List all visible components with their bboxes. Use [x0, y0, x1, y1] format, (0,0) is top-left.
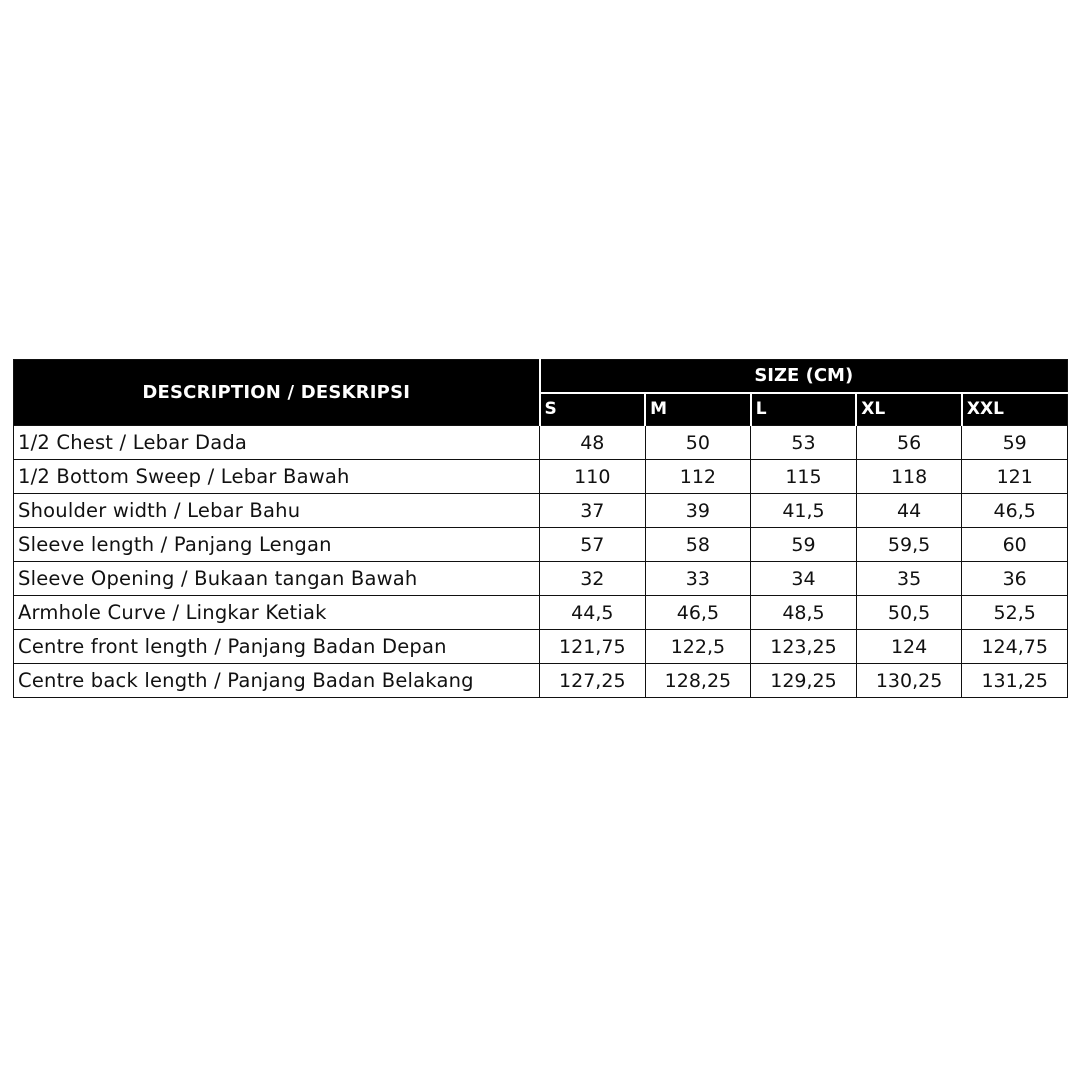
- cell-value: 129,25: [751, 664, 857, 698]
- cell-value: 41,5: [751, 494, 857, 528]
- table-row: [14, 596, 1068, 630]
- cell-value: 59,5: [856, 528, 962, 562]
- cell-value: 59: [751, 528, 857, 562]
- cell-value: 121,75: [540, 630, 646, 664]
- cell-value: 124,75: [962, 630, 1068, 664]
- cell-value: 36: [962, 562, 1068, 596]
- row-label: Centre back length / Panjang Badan Belakang: [14, 664, 540, 698]
- cell-value: 122,5: [645, 630, 751, 664]
- cell-value: 44: [856, 494, 962, 528]
- cell-value: 131,25: [962, 664, 1068, 698]
- cell-value: 57: [540, 528, 646, 562]
- cell-value: 50,5: [856, 596, 962, 630]
- table-row: [14, 528, 1068, 562]
- size-chart-table: [13, 359, 1068, 698]
- cell-value: 123,25: [751, 630, 857, 664]
- row-label: Centre front length / Panjang Badan Depan: [14, 630, 540, 664]
- cell-value: 53: [751, 426, 857, 460]
- cell-value: 48,5: [751, 596, 857, 630]
- cell-value: 115: [751, 460, 857, 494]
- cell-value: 34: [751, 562, 857, 596]
- size-header-xl: XL: [856, 393, 962, 426]
- cell-value: 59: [962, 426, 1068, 460]
- table-row: [14, 664, 1068, 698]
- cell-value: 44,5: [540, 596, 646, 630]
- cell-value: 127,25: [540, 664, 646, 698]
- row-label: Sleeve length / Panjang Lengan: [14, 528, 540, 562]
- cell-value: 110: [540, 460, 646, 494]
- row-label: Armhole Curve / Lingkar Ketiak: [14, 596, 540, 630]
- row-label: Sleeve Opening / Bukaan tangan Bawah: [14, 562, 540, 596]
- cell-value: 128,25: [645, 664, 751, 698]
- row-label: Shoulder width / Lebar Bahu: [14, 494, 540, 528]
- cell-value: 52,5: [962, 596, 1068, 630]
- size-group-header: SIZE (CM): [540, 360, 1068, 393]
- cell-value: 46,5: [645, 596, 751, 630]
- row-label: 1/2 Chest / Lebar Dada: [14, 426, 540, 460]
- size-header-s: S: [540, 393, 646, 426]
- size-header-m: M: [645, 393, 751, 426]
- row-label: 1/2 Bottom Sweep / Lebar Bawah: [14, 460, 540, 494]
- cell-value: 112: [645, 460, 751, 494]
- size-header-l: L: [751, 393, 857, 426]
- cell-value: 46,5: [962, 494, 1068, 528]
- cell-value: 56: [856, 426, 962, 460]
- cell-value: 39: [645, 494, 751, 528]
- table-row: [14, 630, 1068, 664]
- cell-value: 48: [540, 426, 646, 460]
- cell-value: 130,25: [856, 664, 962, 698]
- cell-value: 60: [962, 528, 1068, 562]
- table-row: [14, 494, 1068, 528]
- cell-value: 58: [645, 528, 751, 562]
- cell-value: 37: [540, 494, 646, 528]
- cell-value: 124: [856, 630, 962, 664]
- cell-value: 33: [645, 562, 751, 596]
- table-row: [14, 562, 1068, 596]
- table-row: [14, 426, 1068, 460]
- cell-value: 32: [540, 562, 646, 596]
- cell-value: 35: [856, 562, 962, 596]
- cell-value: 50: [645, 426, 751, 460]
- cell-value: 121: [962, 460, 1068, 494]
- description-header: DESCRIPTION / DESKRIPSI: [14, 360, 540, 426]
- table-row: [14, 460, 1068, 494]
- cell-value: 118: [856, 460, 962, 494]
- size-header-xxl: XXL: [962, 393, 1068, 426]
